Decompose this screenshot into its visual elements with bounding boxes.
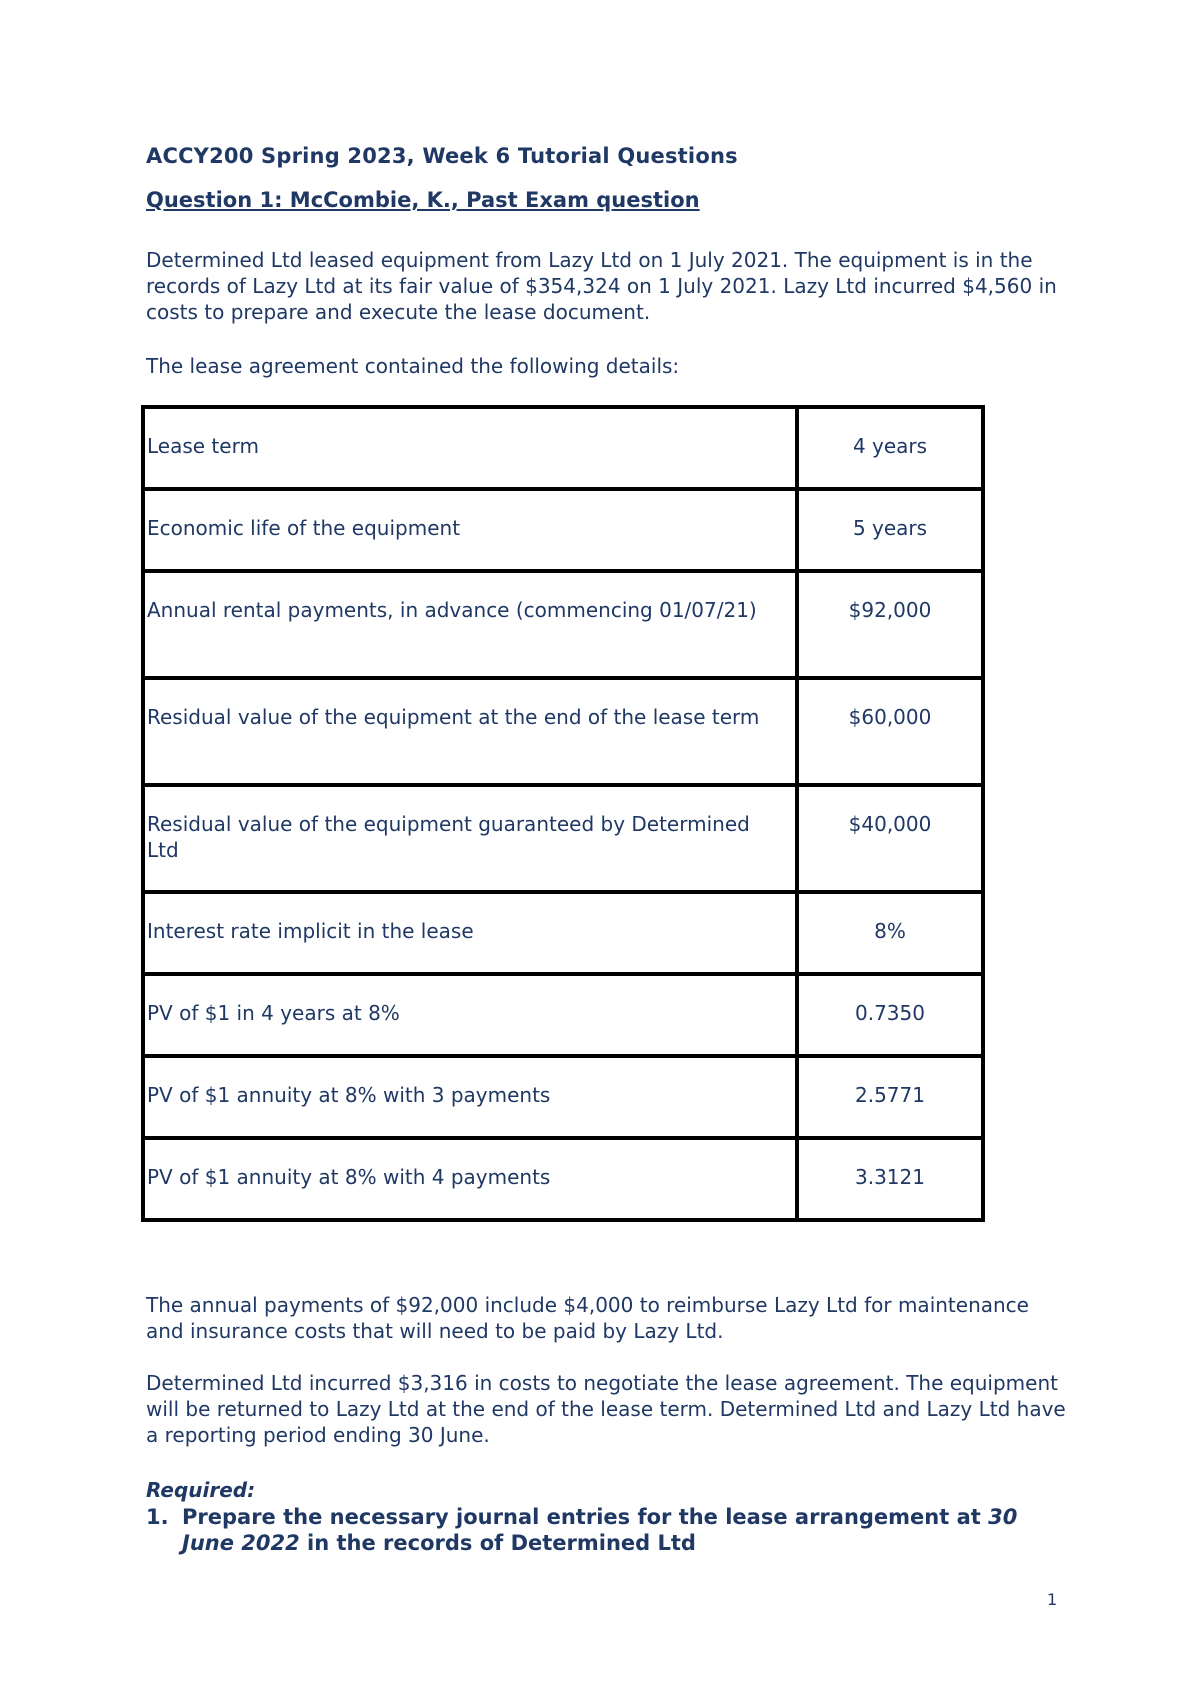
- list-item: [146, 1504, 1066, 1556]
- row-label-cell: [143, 407, 797, 489]
- requirement-number: 1.: [146, 1505, 169, 1529]
- requirement-text-before: Prepare the necessary journal entries for the lease arrangement at: [182, 1505, 989, 1529]
- row-value-cell: [797, 974, 983, 1056]
- row-value-cell: [797, 892, 983, 974]
- row-value: $92,000: [848, 598, 932, 622]
- table-row: [143, 1138, 983, 1220]
- required-label: Required:: [146, 1478, 256, 1502]
- costs-paragraph: Determined Ltd incurred $3,316 in costs to negotiate the lease agreement. The equipment will be returned to Lazy Ltd at the end of the lease term. Determined Ltd and Lazy Ltd have a reporting period ending 30 June.: [146, 1371, 1066, 1447]
- requirements-list: [146, 1504, 1066, 1556]
- table-row: [143, 974, 983, 1056]
- row-value: 5 years: [852, 516, 928, 540]
- row-value: 3.3121: [855, 1165, 925, 1189]
- lease-details-table: [141, 405, 985, 1222]
- row-label: Lease term: [147, 434, 259, 458]
- table-row: [143, 1056, 983, 1138]
- row-value: $40,000: [848, 812, 932, 836]
- payments-paragraph: The annual payments of $92,000 include $4,000 to reimburse Lazy Ltd for maintenance and insurance costs that will need to be paid by Lazy Ltd.: [146, 1293, 1029, 1343]
- row-label: Residual value of the equipment guaranteed by Determined Ltd: [147, 812, 750, 862]
- row-value-cell: [797, 785, 983, 892]
- table-row: [143, 489, 983, 571]
- row-value: 2.5771: [855, 1083, 925, 1107]
- row-label: PV of $1 in 4 years at 8%: [147, 1001, 400, 1025]
- row-label-cell: [143, 489, 797, 571]
- question-heading: Question 1: McCombie, K., Past Exam question: [146, 188, 700, 212]
- document-title: ACCY200 Spring 2023, Week 6 Tutorial Questions: [146, 144, 738, 168]
- table-row: [143, 785, 983, 892]
- row-value-cell: [797, 678, 983, 785]
- row-value-cell: [797, 571, 983, 678]
- row-label: Interest rate implicit in the lease: [147, 919, 474, 943]
- requirement-text-after: in the records of Determined Ltd: [299, 1531, 696, 1555]
- requirement-text: [182, 1504, 1066, 1556]
- row-label: PV of $1 annuity at 8% with 3 payments: [147, 1083, 551, 1107]
- row-value-cell: [797, 489, 983, 571]
- row-label-cell: [143, 974, 797, 1056]
- row-label-cell: [143, 678, 797, 785]
- table-row: [143, 892, 983, 974]
- row-label-cell: [143, 1056, 797, 1138]
- row-label: Annual rental payments, in advance (commencing 01/07/21): [147, 598, 757, 622]
- intro-paragraph: Determined Ltd leased equipment from Lazy Ltd on 1 July 2021. The equipment is in the records of Lazy Ltd at its fair value of $354,324 on 1 July 2021. Lazy Ltd incurred $4,560 in costs to prepare and execute the lease document.: [146, 248, 1057, 324]
- row-value: 0.7350: [855, 1001, 925, 1025]
- row-value-cell: [797, 1056, 983, 1138]
- row-label: Residual value of the equipment at the end of the lease term: [147, 705, 760, 729]
- table-row: [143, 678, 983, 785]
- row-label: Economic life of the equipment: [147, 516, 461, 540]
- row-value: $60,000: [848, 705, 932, 729]
- row-label-cell: [143, 785, 797, 892]
- table-intro-paragraph: The lease agreement contained the following details:: [146, 354, 680, 378]
- row-value: 4 years: [852, 434, 928, 458]
- row-label-cell: [143, 571, 797, 678]
- row-value-cell: [797, 1138, 983, 1220]
- row-label-cell: [143, 892, 797, 974]
- row-label-cell: [143, 1138, 797, 1220]
- table-row: [143, 407, 983, 489]
- row-label: PV of $1 annuity at 8% with 4 payments: [147, 1165, 551, 1189]
- row-value-cell: [797, 407, 983, 489]
- row-value: 8%: [874, 919, 906, 943]
- page-number: 1: [1047, 1590, 1058, 1609]
- requirement-date: 30 June 2022: [182, 1505, 1018, 1555]
- table-row: [143, 571, 983, 678]
